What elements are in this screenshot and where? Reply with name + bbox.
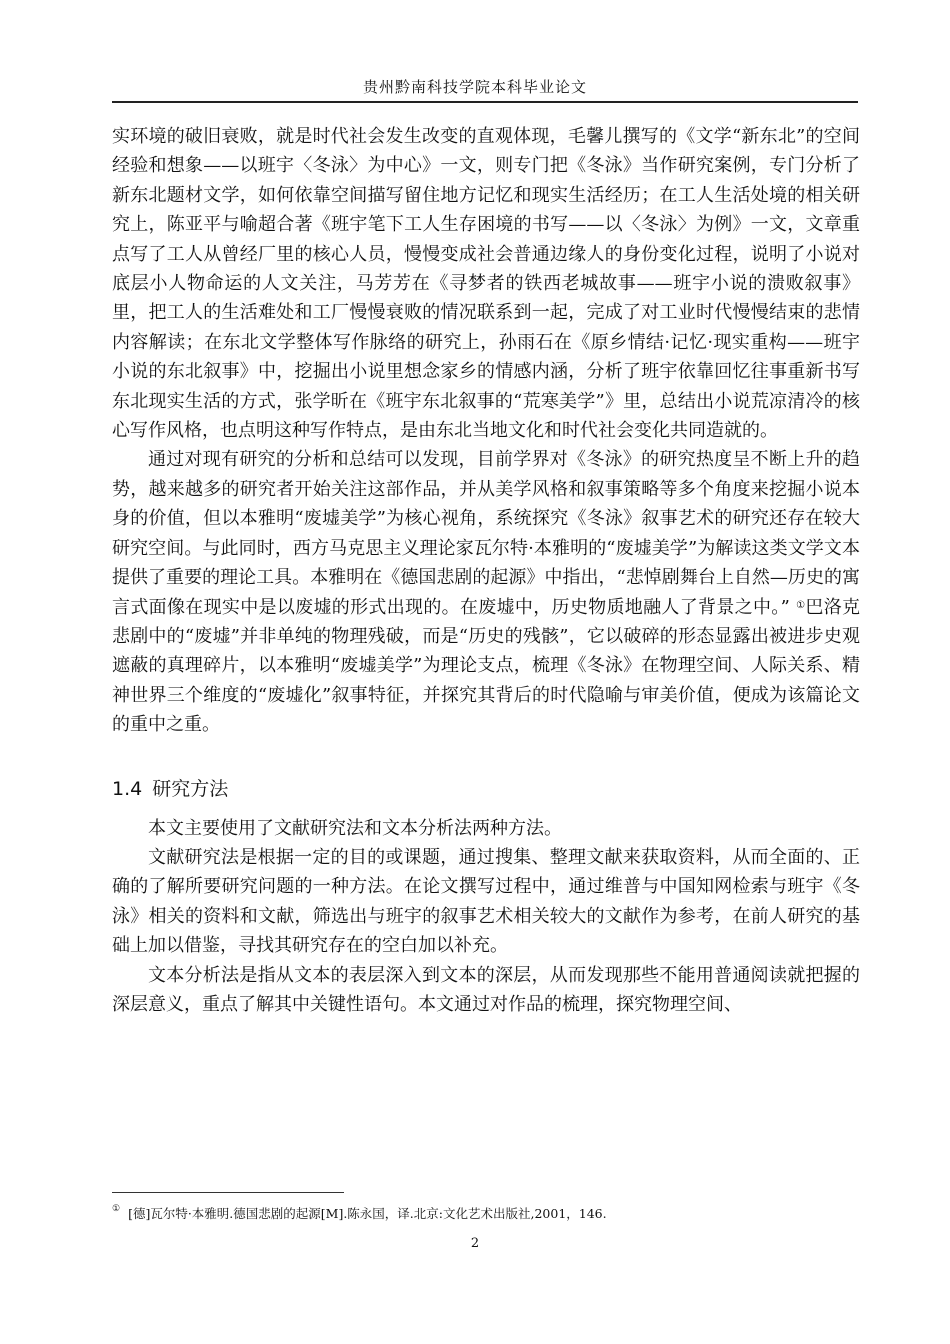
footnote-marker: ① — [112, 1204, 121, 1214]
footnote-rule — [112, 1192, 344, 1193]
body-text — [112, 122, 860, 1019]
paragraph-3: 本文主要使用了文献研究法和文本分析法两种方法。 — [148, 817, 562, 839]
section-number: 1.4 — [112, 777, 143, 800]
footnote-reference[interactable]: ① — [795, 599, 806, 611]
footnote-text: [德]瓦尔特·本雅明.德国悲剧的起源[M].陈永国，译.北京:文化艺术出版社,2001，146. — [128, 1206, 607, 1221]
section-title: 研究方法 — [152, 777, 229, 800]
page-number: 2 — [470, 1236, 480, 1251]
paragraph-4: 文献研究法是根据一定的目的或课题，通过搜集、整理文献来获取资料，从而全面的、正确的了解所要研究问题的一种方法。在论文撰写过程中，通过维普与中国知网检索与班宇《冬泳》相关的资料和文献，筛选出与班宇的叙事艺术相关较大的文献作为参考，在前人研究的基础上加以借鉴，寻找其研究存在的空白加以补充。 — [112, 846, 860, 957]
section-heading — [112, 774, 860, 804]
paragraph-2 — [112, 445, 860, 739]
footnote — [112, 1204, 860, 1222]
paragraph-2-part-b: 巴洛克悲剧中的“废墟”并非单纯的物理残破，而是“历史的残骸”，它以破碎的形态显露出被进步史观遮蔽的真理碎片，以本雅明“废墟美学”为理论支点，梳理《冬泳》在物理空间、人际关系、精神世界三个维度的“废墟化”叙事特征，并探究其背后的时代隐喻与审美价值，便成为该篇论文的重中之重。 — [112, 596, 861, 736]
paragraph-2-part-a: 通过对现有研究的分析和总结可以发现，目前学界对《冬泳》的研究热度呈不断上升的趋势，越来越多的研究者开始关注这部作品，并从美学风格和叙事策略等多个角度来挖掘小说本身的价值，但以本雅明“废墟美学”为核心视角，系统探究《冬泳》叙事艺术的研究还存在较大研究空间。与此同时，西方马克思主义理论家瓦尔特·本雅明的“废墟美学”为解读这类文学文本提供了重要的理论工具。本雅明在《德国悲剧的起源》中指出，“悲悼剧舞台上自然—历史的寓言式面像在现实中是以废墟的形式出现的。在废墟中，历史物质地融人了背景之中。” — [112, 449, 860, 618]
running-header: 贵州黔南科技学院本科毕业论文 — [362, 78, 587, 96]
paragraph-1: 实环境的破旧衰败，就是时代社会发生改变的直观体现，毛馨儿撰写的《文学“新东北”的空间经验和想象——以班宇〈冬泳〉为中心》一文，则专门把《冬泳》当作研究案例，专门分析了新东北题材文学，如何依靠空间描写留住地方记忆和现实生活经历；在工人生活处境的相关研究上，陈亚平与喻超合著《班宇笔下工人生存困境的书写——以〈冬泳〉为例》一文，文章重点写了工人从曾经厂里的核心人员，慢慢变成社会普通边缘人的身份变化过程，说明了小说对底层小人物命运的人文关注，马芳芳在《寻梦者的铁西老城故事——班宇小说的溃败叙事》里，把工人的生活难处和工厂慢慢衰败的情况联系到一起，完成了对工业时代慢慢结束的悲情内容解读；在东北文学整体写作脉络的研究上，孙雨石在《原乡情结·记忆·现实重构——班宇小说的东北叙事》中，挖掘出小说里想念家乡的情感内涵，分析了班宇依靠回忆往事重新书写东北现实生活的方式，张学昕在《班宇东北叙事的“荒寒美学”》里，总结出小说荒凉清冷的核心写作风格，也点明这种写作特点，是由东北当地文化和时代社会变化共同造就的。 — [112, 126, 860, 442]
paragraph-5: 文本分析法是指从文本的表层深入到文本的深层，从而发现那些不能用普通阅读就把握的深层意义，重点了解其中关键性语句。本文通过对作品的梳理，探究物理空间、 — [112, 964, 860, 1015]
header-rule — [112, 101, 858, 103]
